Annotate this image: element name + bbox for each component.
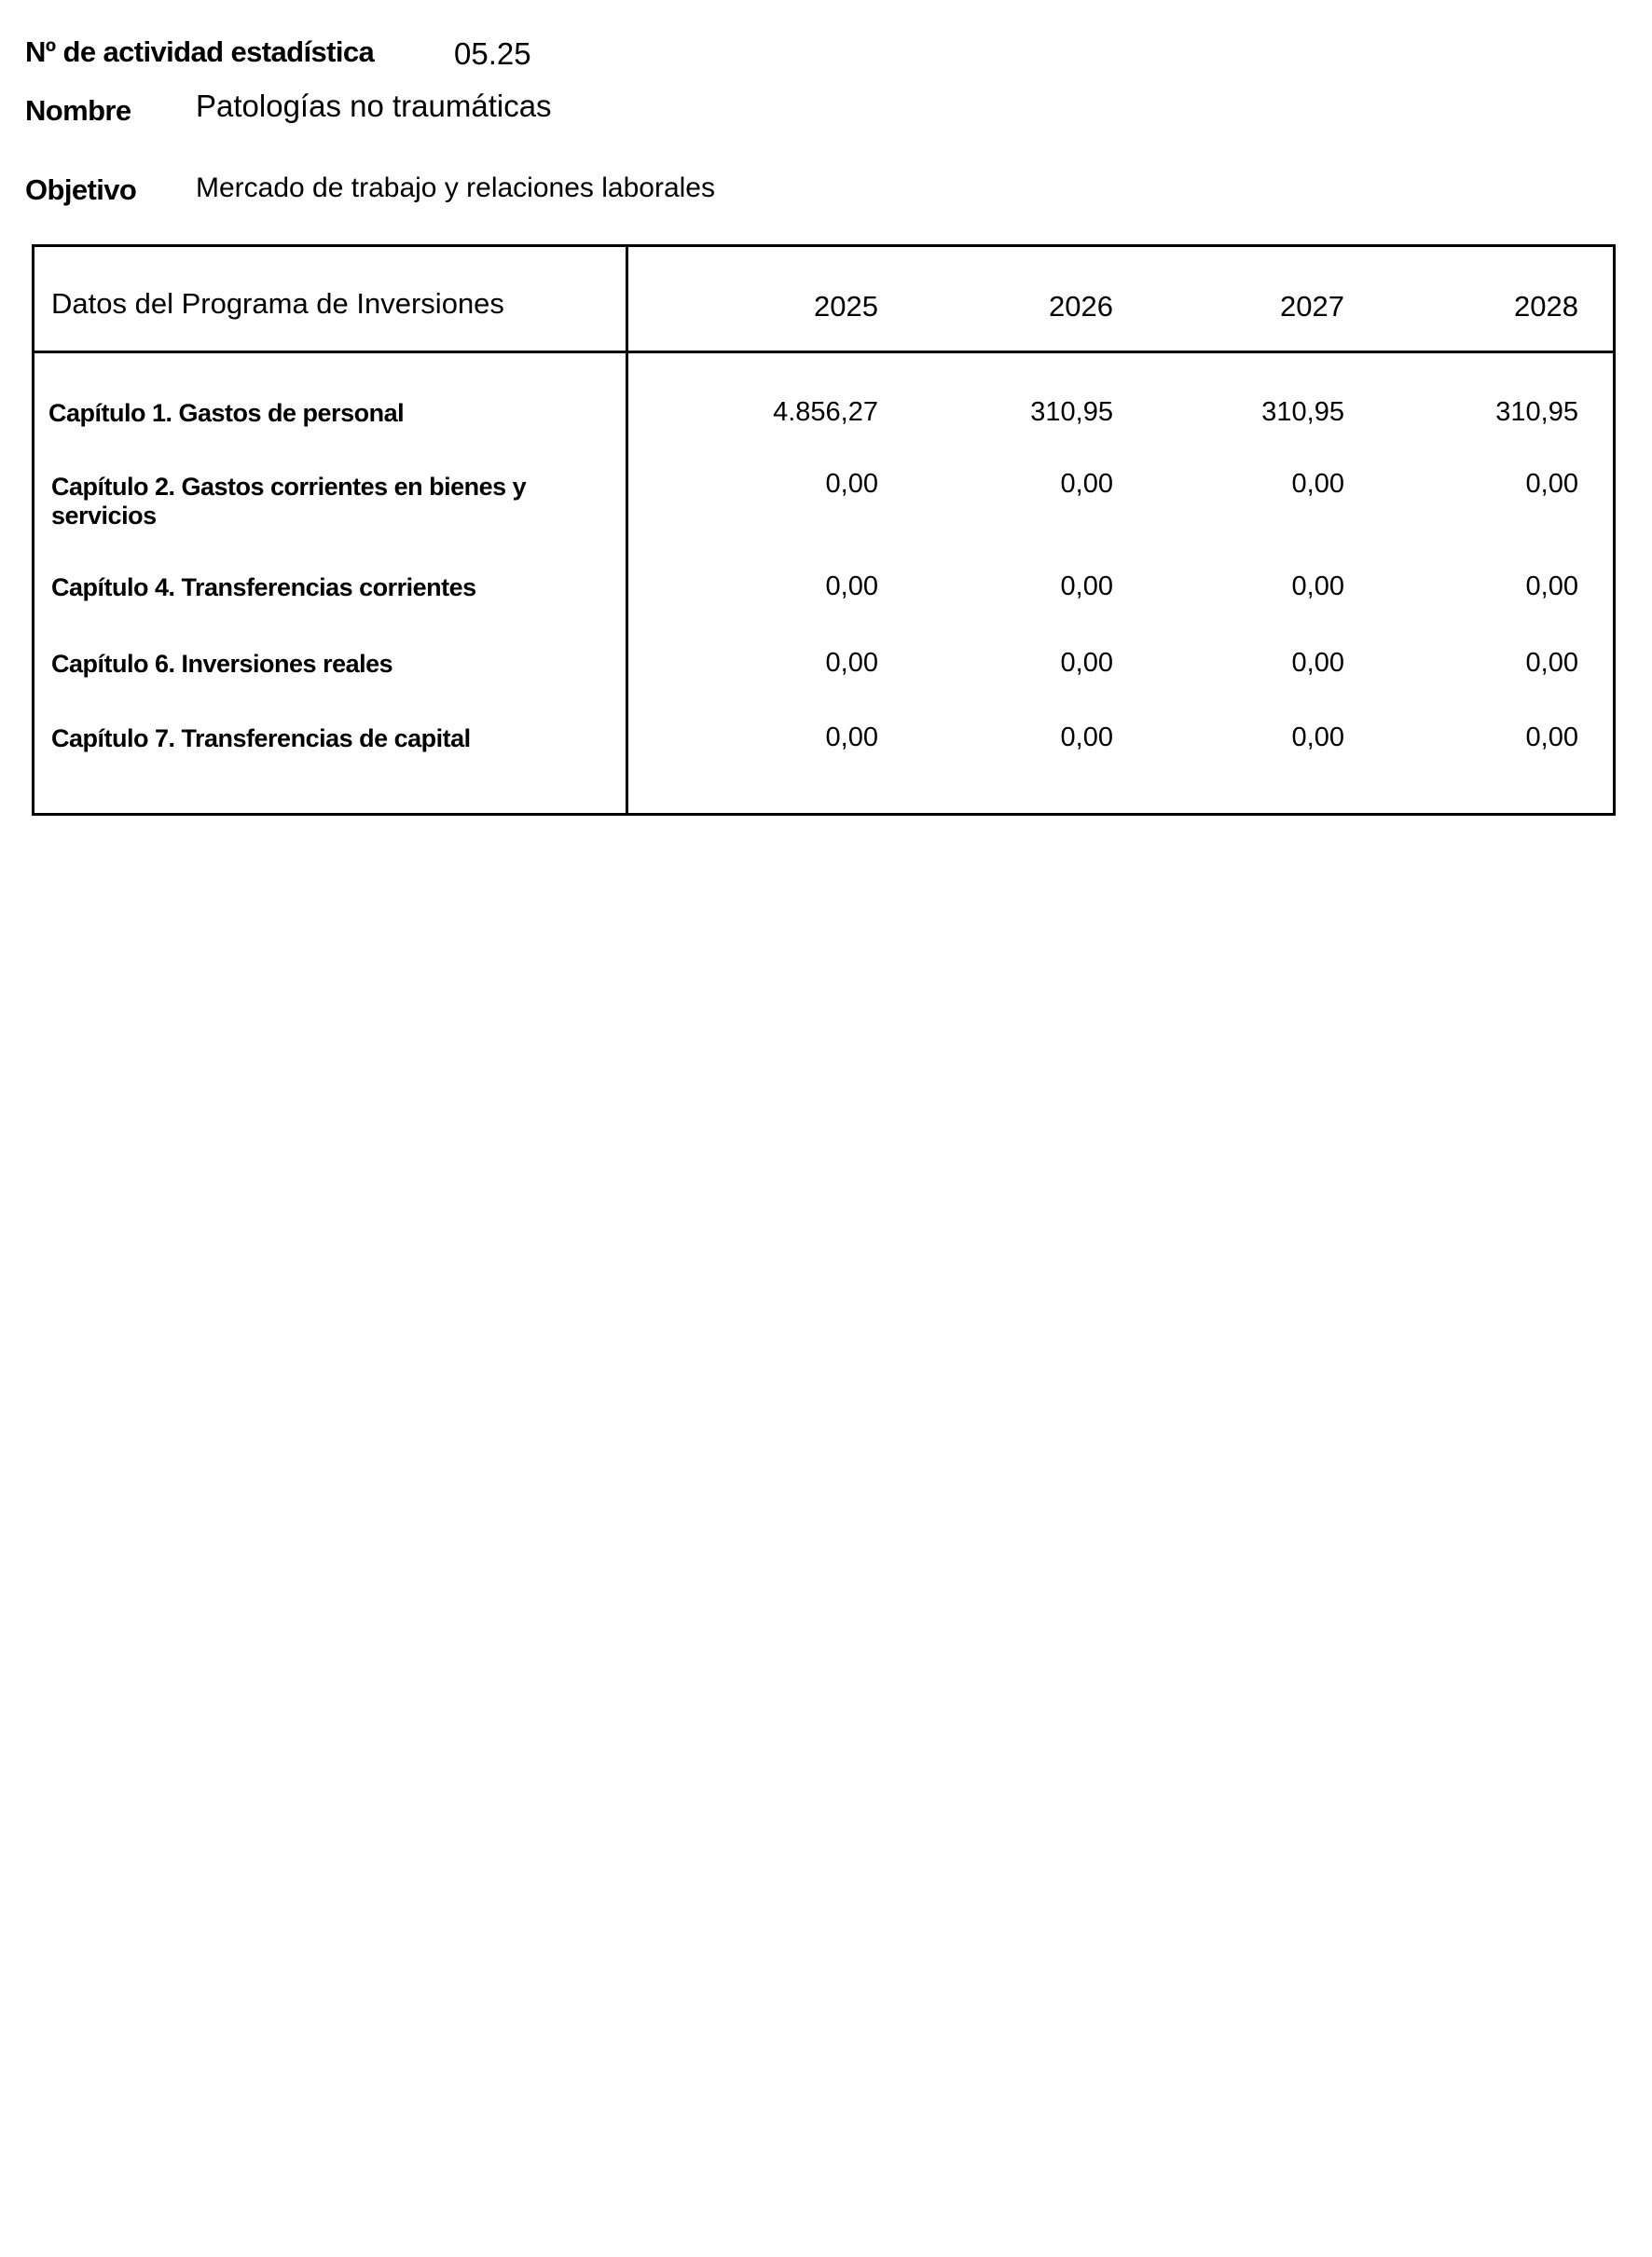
year-header-2028: 2028 bbox=[1514, 290, 1578, 323]
row-label-capitulo-1: Capítulo 1. Gastos de personal bbox=[48, 399, 405, 427]
objective-value: Mercado de trabajo y relaciones laborales bbox=[196, 172, 715, 203]
row-3-value-2028: 0,00 bbox=[1525, 571, 1578, 601]
row-1-value-2026: 310,95 bbox=[1030, 397, 1113, 427]
year-header-2026: 2026 bbox=[1049, 290, 1113, 323]
name-label: Nombre bbox=[25, 94, 131, 127]
header-divider bbox=[34, 351, 1613, 353]
row-4-value-2025: 0,00 bbox=[825, 648, 878, 678]
row-2-value-2027: 0,00 bbox=[1291, 469, 1344, 499]
row-5-value-2028: 0,00 bbox=[1525, 723, 1578, 752]
year-header-2025: 2025 bbox=[814, 290, 878, 323]
row-5-value-2027: 0,00 bbox=[1291, 723, 1344, 752]
row-2-value-2025: 0,00 bbox=[825, 469, 878, 499]
row-1-value-2027: 310,95 bbox=[1261, 397, 1344, 427]
row-5-value-2025: 0,00 bbox=[825, 723, 878, 752]
row-1-value-2025: 4.856,27 bbox=[773, 397, 878, 427]
row-3-value-2027: 0,00 bbox=[1291, 571, 1344, 601]
row-label-capitulo-2: Capítulo 2. Gastos corrientes en bienes y servicios bbox=[51, 473, 527, 530]
row-2-value-2028: 0,00 bbox=[1525, 469, 1578, 499]
row-3-value-2025: 0,00 bbox=[825, 571, 878, 601]
row-4-value-2028: 0,00 bbox=[1525, 648, 1578, 678]
row-1-value-2028: 310,95 bbox=[1495, 397, 1578, 427]
name-value: Patologías no traumáticas bbox=[196, 89, 552, 123]
row-5-value-2026: 0,00 bbox=[1060, 723, 1113, 752]
column-divider bbox=[626, 247, 628, 813]
objective-label: Objetivo bbox=[25, 173, 137, 206]
row-4-value-2027: 0,00 bbox=[1291, 648, 1344, 678]
table-header-label: Datos del Programa de Inversiones bbox=[51, 287, 504, 320]
year-header-2027: 2027 bbox=[1280, 290, 1344, 323]
row-4-value-2026: 0,00 bbox=[1060, 648, 1113, 678]
row-2-value-2026: 0,00 bbox=[1060, 469, 1113, 499]
activity-number-value: 05.25 bbox=[454, 36, 531, 71]
row-3-value-2026: 0,00 bbox=[1060, 571, 1113, 601]
row-label-capitulo-4: Capítulo 4. Transferencias corrientes bbox=[51, 573, 476, 601]
row-label-capitulo-6: Capítulo 6. Inversiones reales bbox=[51, 650, 393, 678]
activity-number-label: Nº de actividad estadística bbox=[25, 35, 375, 68]
row-label-capitulo-7: Capítulo 7. Transferencias de capital bbox=[51, 724, 471, 752]
investment-table bbox=[32, 244, 1616, 816]
